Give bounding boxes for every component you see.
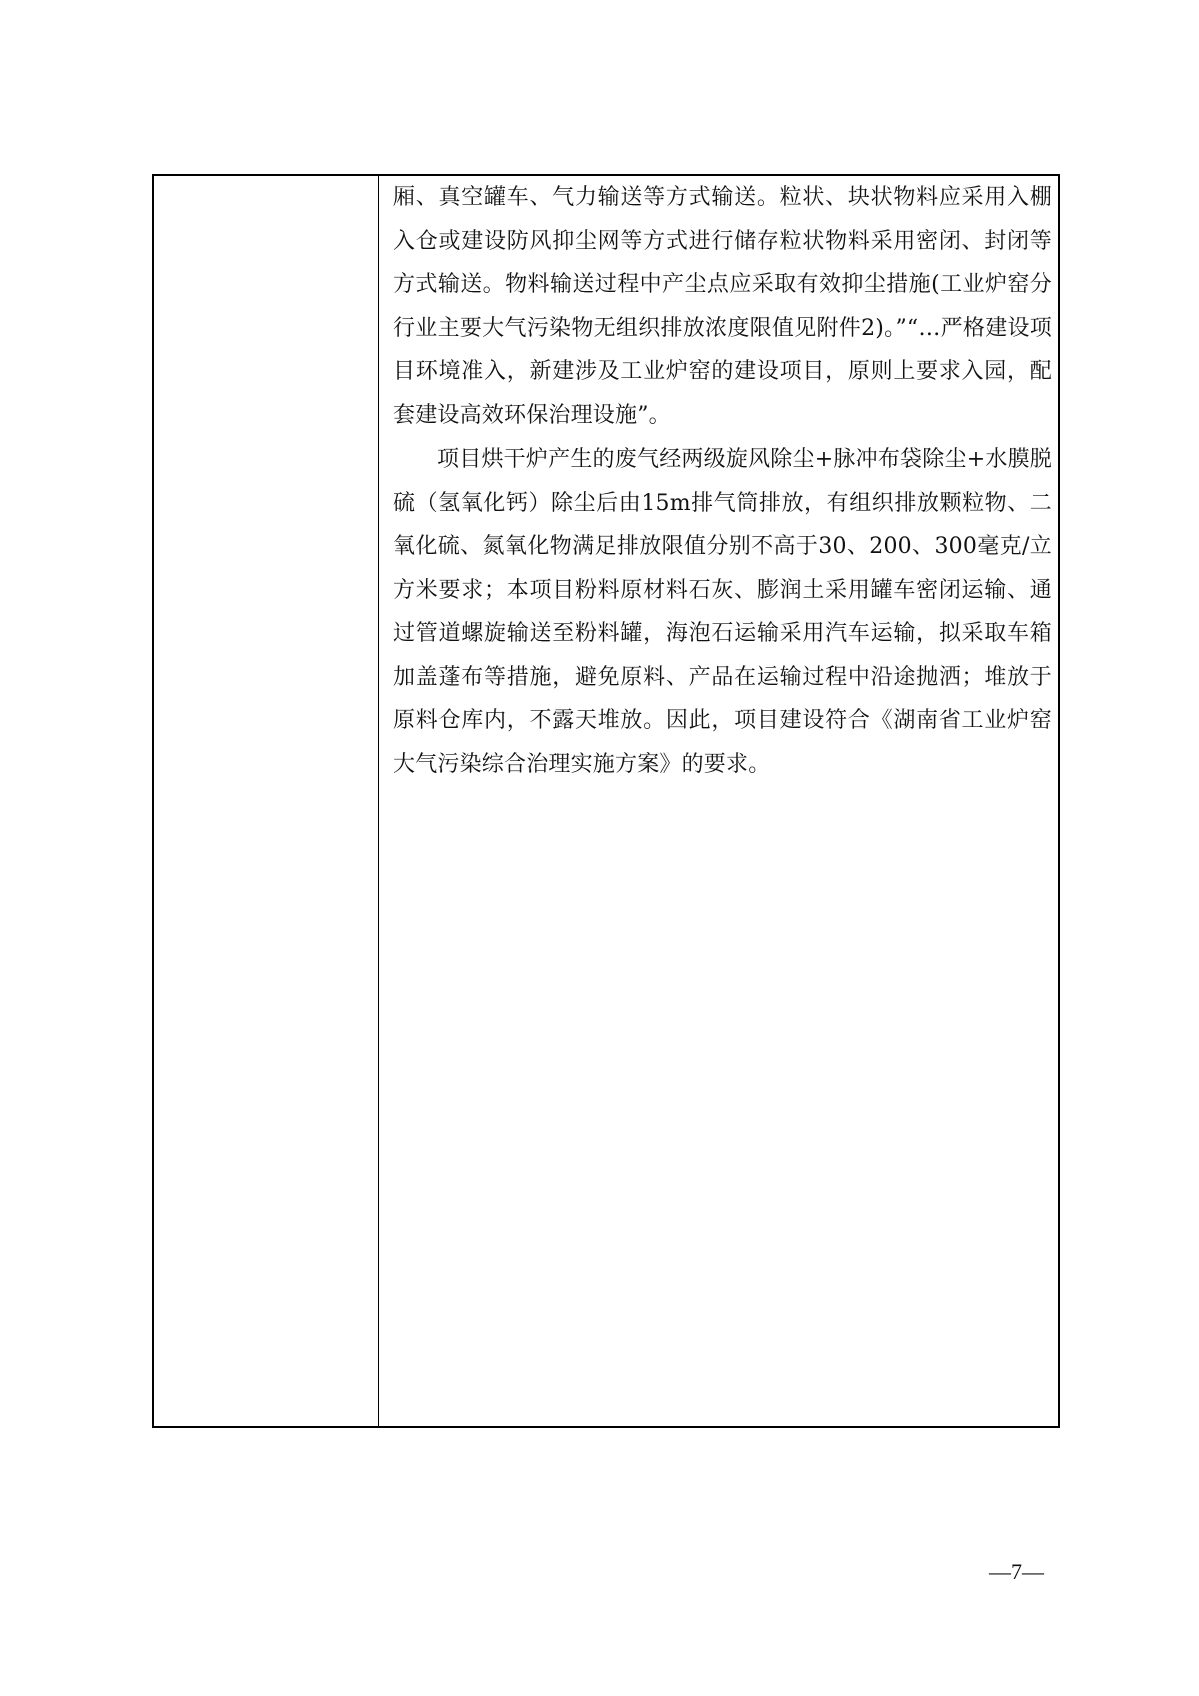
table-left-cell: [154, 176, 379, 1426]
table-right-cell: [379, 176, 1058, 1426]
continued-paragraph: 厢、真空罐车、气力输送等方式输送。粒状、块状物料应采用入棚入仓或建设防风抑尘网等方式进行储存粒状物料采用密闭、封闭等方式输送。物料输送过程中产尘点应采取有效抑尘措施(工业炉窑分行业主要大气污染物无组织排放浓度限值见附件2)。”“…严格建设项目环境准入，新建涉及工业炉窑的建设项目，原则上要求入园，配套建设高效环保治理设施”。: [393, 185, 1052, 428]
conclusion-paragraph: 项目烘干炉产生的废气经两级旋风除尘+脉冲布袋除尘+水膜脱硫（氢氧化钙）除尘后由15m排气筒排放，有组织排放颗粒物、二氧化硫、氮氧化物满足排放限值分别不高于30、200、300毫克/立方米要求；本项目粉料原材料石灰、膨润土采用罐车密闭运输、通过管道螺旋输送至粉料罐，海泡石运输采用汽车运输，拟采取车箱加盖蓬布等措施，避免原料、产品在运输过程中沿途抛洒；堆放于原料仓库内，不露天堆放。因此，项目建设符合《湖南省工业炉窑大气污染综合治理实施方案》的要求。: [393, 447, 1052, 777]
document-table: [152, 174, 1060, 1428]
page-number: —7—: [989, 1559, 1044, 1584]
